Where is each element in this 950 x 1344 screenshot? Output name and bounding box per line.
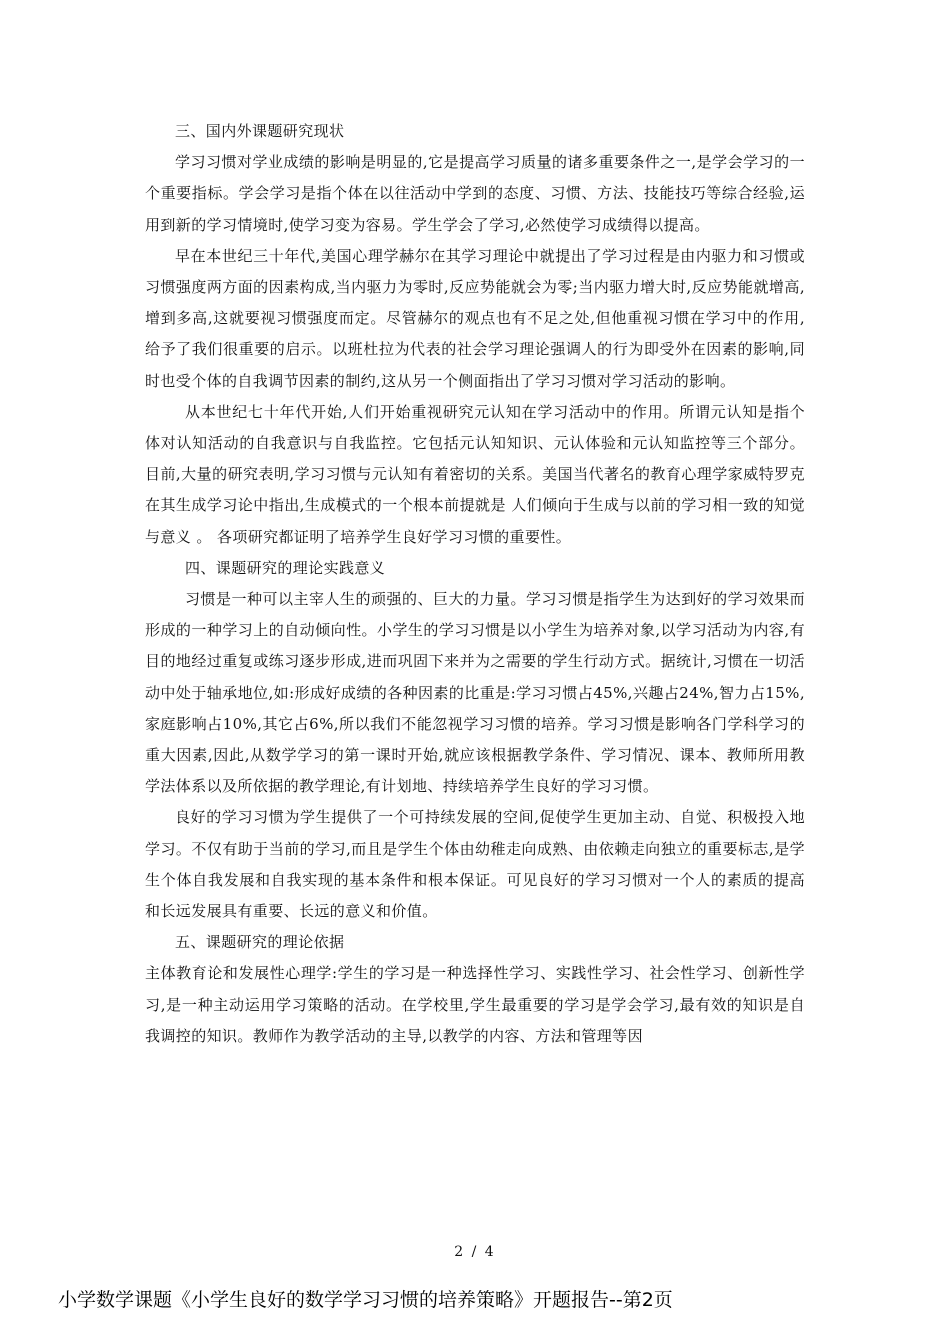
paragraph: 主体教育论和发展性心理学:学生的学习是一种选择性学习、实践性学习、社会性学习、创新性学习,是一种主动运用学习策略的活动。在学校里,学生最重要的学习是学会学习,最有效的知识是自我调控的知识。教师作为教学活动的主导,以教学的内容、方法和管理等因 — [145, 964, 805, 1045]
footer-title: 小学数学课题《小学生良好的数学学习习惯的培养策略》开题报告--第2页 — [58, 1289, 673, 1311]
paragraph: 学习习惯对学业成绩的影响是明显的,它是提高学习质量的诸多重要条件之一,是学会学习的一个重要指标。学会学习是指个体在以往活动中学到的态度、习惯、方法、技能技巧等综合经验,运用到新的学习情境时,使学习变为容易。学生学会了学习,必然使学习成绩得以提高。 — [145, 153, 805, 234]
section-heading: 三、国内外课题研究现状 — [175, 122, 345, 140]
paragraph: 从本世纪七十年代开始,人们开始重视研究元认知在学习活动中的作用。所谓元认知是指个体对认知活动的自我意识与自我监控。它包括元认知知识、元认体验和元认知监控等三个部分。目前,大量的研究表明,学习习惯与元认知有着密切的关系。美国当代著名的教育心理学家威特罗克在其生成学习论中指出,生成模式的一个根本前提就是 人们倾向于生成与以前的学习相一致的知觉与意义 。 各项研究都证明了培养学生良好学习习惯的重要性。 — [145, 402, 805, 546]
section-heading: 四、课题研究的理论实践意义 — [185, 558, 386, 577]
page-number: 2 / 4 — [454, 1244, 496, 1260]
paragraph: 习惯是一种可以主宰人生的顽强的、巨大的力量。学习习惯是指学生为达到好的学习效果而形成的一种学习上的自动倾向性。小学生的学习习惯是以小学生为培养对象,以学习活动为内容,有目的地经过重复或练习逐步形成,进而巩固下来并为之需要的学生行动方式。据统计,习惯在一切活动中处于轴承地位,如:形成好成绩的各种因素的比重是:学习习惯占45%,兴趣占24%,智力占15%,家庭影响占10%,其它占6%,所以我们不能忽视学习习惯的培养。学习习惯是影响各门学科学习的重大因素,因此,从数学学习的第一课时开始,就应该根据教学条件、学习情况、课本、教师所用教学法体系以及所依据的教学理论,有计划地、持续培养学生良好的学习习惯。 — [145, 590, 805, 796]
paragraph: 早在本世纪三十年代,美国心理学赫尔在其学习理论中就提出了学习过程是由内驱力和习惯或习惯强度两方面的因素构成,当内驱力为零时,反应势能就会为零;当内驱力增大时,反应势能就增高,增到多高,这就要视习惯强度而定。尽管赫尔的观点也有不足之处,但他重视习惯在学习中的作用,给予了我们很重要的启示。以班杜拉为代表的社会学习理论强调人的行为即受外在因素的影响,同时也受个体的自我调节因素的制约,这从另一个侧面指出了学习习惯对学习活动的影响。 — [145, 246, 805, 390]
document-body — [145, 116, 805, 1052]
paragraph: 良好的学习习惯为学生提供了一个可持续发展的空间,促使学生更加主动、自觉、积极投入地学习。不仅有助于当前的学习,而且是学生个体由幼稚走向成熟、由依赖走向独立的重要标志,是学生个体自我发展和自我实现的基本条件和根本保证。可见良好的学习习惯对一个人的素质的提高和长远发展具有重要、长远的意义和价值。 — [145, 808, 805, 921]
section-heading: 五、课题研究的理论依据 — [175, 933, 345, 952]
